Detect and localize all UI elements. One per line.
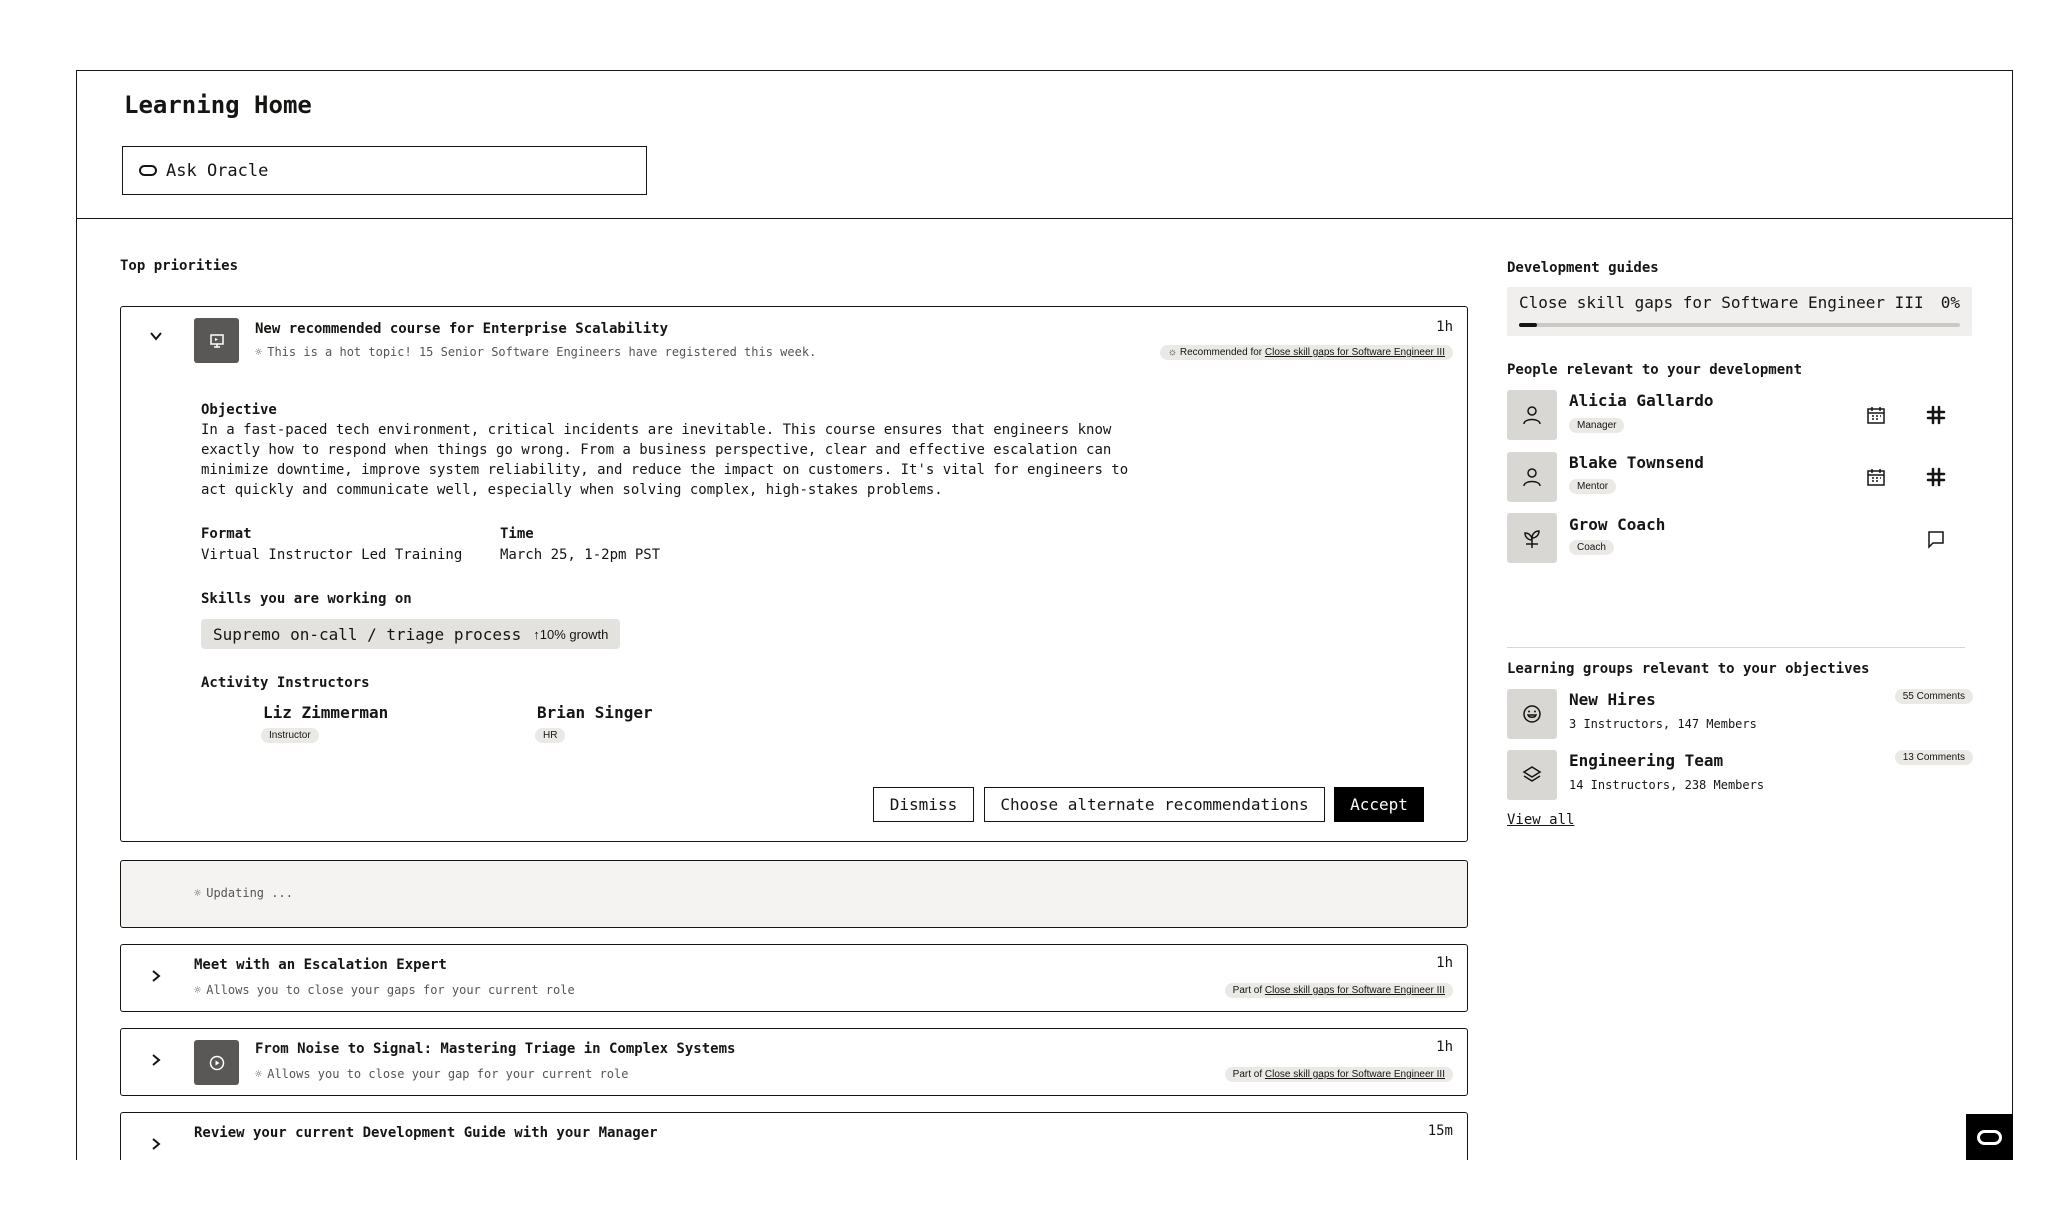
objective-label: Objective xyxy=(201,402,277,418)
expanded-priority-card xyxy=(120,306,1468,842)
priority-card[interactable] xyxy=(120,1112,1468,1160)
chevron-right-icon[interactable] xyxy=(148,967,164,989)
oracle-icon xyxy=(1977,1130,2002,1145)
person-icon xyxy=(1521,404,1543,426)
page-header xyxy=(77,71,2012,219)
guide-progress-fill xyxy=(1519,323,1537,327)
card-title: From Noise to Signal: Mastering Triage in Complex Systems xyxy=(255,1041,736,1057)
development-guides-heading: Development guides xyxy=(1507,260,1659,276)
lightbulb-icon: ☼ xyxy=(194,886,202,900)
objective-line: act quickly and communicate well, especially when solving complex, high-stakes problems. xyxy=(201,482,943,498)
guide-link[interactable]: Close skill gaps for Software Engineer III xyxy=(1264,347,1445,358)
instructor-role: Instructor xyxy=(261,728,319,743)
time-label: Time xyxy=(500,526,534,542)
accept-button[interactable]: Accept xyxy=(1334,787,1424,822)
slack-icon[interactable] xyxy=(1924,465,1948,489)
instructor-name[interactable]: Brian Singer xyxy=(537,703,653,722)
skills-label: Skills you are working on xyxy=(201,591,412,607)
growth-text: 10% growth xyxy=(539,626,609,642)
development-guide-item[interactable] xyxy=(1507,287,1972,336)
lightbulb-icon: ☼ xyxy=(255,1067,263,1081)
card-subtitle xyxy=(255,1067,628,1081)
choose-alternate-button[interactable]: Choose alternate recommendations xyxy=(984,787,1325,822)
dismiss-button[interactable]: Dismiss xyxy=(873,787,974,822)
card-subtitle-text: Allows you to close your gaps for your current role xyxy=(206,983,575,997)
format-value: Virtual Instructor Led Training xyxy=(201,547,463,563)
updating-card xyxy=(120,860,1468,928)
smile-icon xyxy=(1521,703,1543,725)
card-duration: 1h xyxy=(1436,955,1453,971)
recommended-tag xyxy=(1160,345,1453,360)
lightbulb-icon: ☼ xyxy=(194,983,202,997)
priority-card[interactable] xyxy=(120,1028,1468,1096)
arrow-up-icon: ↑ xyxy=(533,626,540,642)
card-title: Meet with an Escalation Expert xyxy=(194,957,447,973)
video-thumbnail-icon xyxy=(194,1040,239,1085)
chat-icon[interactable] xyxy=(1924,527,1948,551)
instructors-label: Activity Instructors xyxy=(201,675,370,691)
card-duration: 15m xyxy=(1427,1123,1453,1139)
page-title: Learning Home xyxy=(124,91,312,119)
ask-oracle-placeholder: Ask Oracle xyxy=(166,160,269,181)
guide-percent: 0% xyxy=(1940,293,1960,312)
course-thumbnail-icon xyxy=(194,318,239,363)
updating-text: Updating ... xyxy=(206,886,293,900)
group-avatar xyxy=(1507,750,1557,800)
card-subtitle-text: Allows you to close your gap for your current role xyxy=(267,1067,629,1081)
guide-link[interactable]: Close skill gaps for Software Engineer III xyxy=(1264,1069,1445,1080)
person-name[interactable]: Alicia Gallardo xyxy=(1569,391,1714,410)
schedule-icon[interactable] xyxy=(1864,465,1888,489)
instructor-role: HR xyxy=(535,728,565,743)
avatar xyxy=(1507,513,1557,563)
group-meta: 3 Instructors, 147 Members xyxy=(1569,717,1757,731)
objective-line: exactly how to respond when things go wrong. From a business perspective, clear and effective escalation can xyxy=(201,442,1112,458)
card-subtitle xyxy=(255,345,816,359)
chevron-down-icon[interactable] xyxy=(148,327,164,349)
person-icon xyxy=(1521,466,1543,488)
instructor-name[interactable]: Liz Zimmerman xyxy=(263,703,389,722)
time-value: March 25, 1-2pm PST xyxy=(500,547,661,563)
objective-text xyxy=(201,420,1128,500)
slack-icon[interactable] xyxy=(1924,403,1948,427)
divider xyxy=(1507,647,1965,648)
skill-name: Supremo on-call / triage process xyxy=(213,624,522,644)
people-heading: People relevant to your development xyxy=(1507,362,1803,378)
objective-line: minimize downtime, improve system reliability, and reduce the impact on customers. It's vital for engineers to xyxy=(201,462,1129,478)
card-subtitle xyxy=(194,983,575,997)
card-title: Review your current Development Guide with your Manager xyxy=(194,1125,658,1141)
part-of-tag xyxy=(1225,983,1453,998)
lightbulb-icon: ☼ xyxy=(255,345,263,359)
updating-status xyxy=(194,886,293,900)
card-subtitle-text: This is a hot topic! 15 Senior Software Engineers have registered this week. xyxy=(267,345,817,359)
tag-prefix: Part of xyxy=(1232,1069,1263,1080)
card-duration: 1h xyxy=(1436,319,1453,335)
card-duration: 1h xyxy=(1436,1039,1453,1055)
person-role: Mentor xyxy=(1569,479,1616,494)
layers-icon xyxy=(1521,764,1543,786)
chevron-right-icon[interactable] xyxy=(148,1135,164,1157)
group-name[interactable]: Engineering Team xyxy=(1569,751,1724,770)
skill-growth xyxy=(533,627,608,642)
guide-progress-bar xyxy=(1519,323,1960,327)
plant-icon xyxy=(1520,526,1544,550)
avatar xyxy=(1507,452,1557,502)
oracle-icon xyxy=(139,165,157,176)
comments-badge: 13 Comments xyxy=(1895,750,1973,765)
priority-card[interactable] xyxy=(120,944,1468,1012)
bulb-small-icon: ☼ xyxy=(1167,347,1178,358)
ask-oracle-input[interactable] xyxy=(122,146,647,195)
person-role: Coach xyxy=(1569,540,1614,555)
learning-groups-heading: Learning groups relevant to your objectives xyxy=(1507,661,1870,677)
app-frame xyxy=(76,70,2013,1160)
person-name[interactable]: Grow Coach xyxy=(1569,515,1666,534)
group-name[interactable]: New Hires xyxy=(1569,690,1656,709)
schedule-icon[interactable] xyxy=(1864,403,1888,427)
chevron-right-icon[interactable] xyxy=(148,1051,164,1073)
part-of-tag xyxy=(1225,1067,1453,1082)
person-role: Manager xyxy=(1569,418,1624,433)
view-all-link[interactable]: View all xyxy=(1507,812,1575,828)
tag-prefix: Recommended for xyxy=(1179,347,1263,358)
format-label: Format xyxy=(201,526,252,542)
card-title: New recommended course for Enterprise Scalability xyxy=(255,321,669,337)
group-avatar xyxy=(1507,689,1557,739)
objective-line: In a fast-paced tech environment, critical incidents are inevitable. This course ensures that engineers know xyxy=(201,422,1112,438)
person-name[interactable]: Blake Townsend xyxy=(1569,453,1704,472)
group-meta: 14 Instructors, 238 Members xyxy=(1569,778,1765,792)
tag-prefix: Part of xyxy=(1232,985,1263,996)
skill-chip[interactable] xyxy=(201,619,620,649)
avatar xyxy=(1507,390,1557,440)
guide-link[interactable]: Close skill gaps for Software Engineer III xyxy=(1264,985,1445,996)
comments-badge: 55 Comments xyxy=(1895,689,1973,704)
guide-title: Close skill gaps for Software Engineer III xyxy=(1519,293,1924,312)
oracle-assistant-button[interactable] xyxy=(1966,1114,2013,1160)
top-priorities-heading: Top priorities xyxy=(120,258,239,274)
